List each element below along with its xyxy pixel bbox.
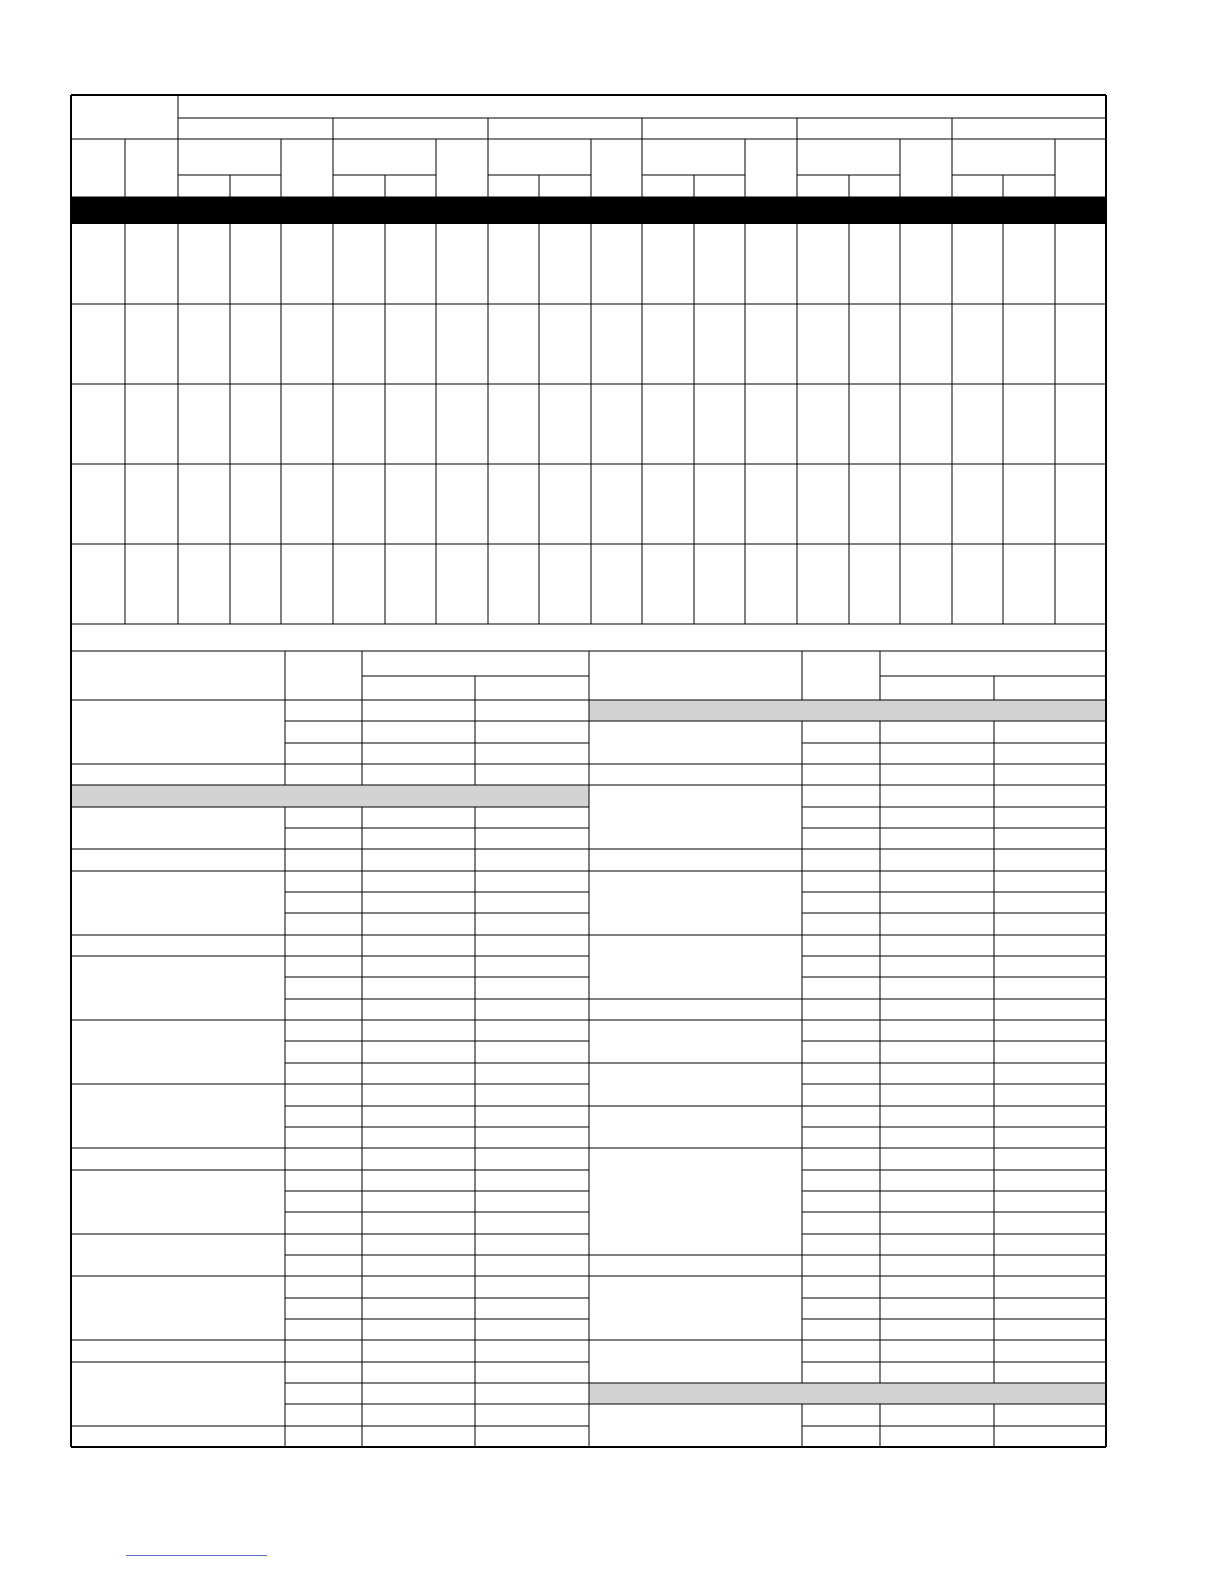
footer-link[interactable] [126,1555,267,1556]
form-grid-lines [71,95,1106,1447]
lower-right-shaded-row [589,700,1106,721]
section-band [71,197,1106,224]
lower-left-shaded-row [71,785,589,807]
lower-right-shaded-row [589,1383,1106,1404]
black-section-band [71,197,1106,224]
